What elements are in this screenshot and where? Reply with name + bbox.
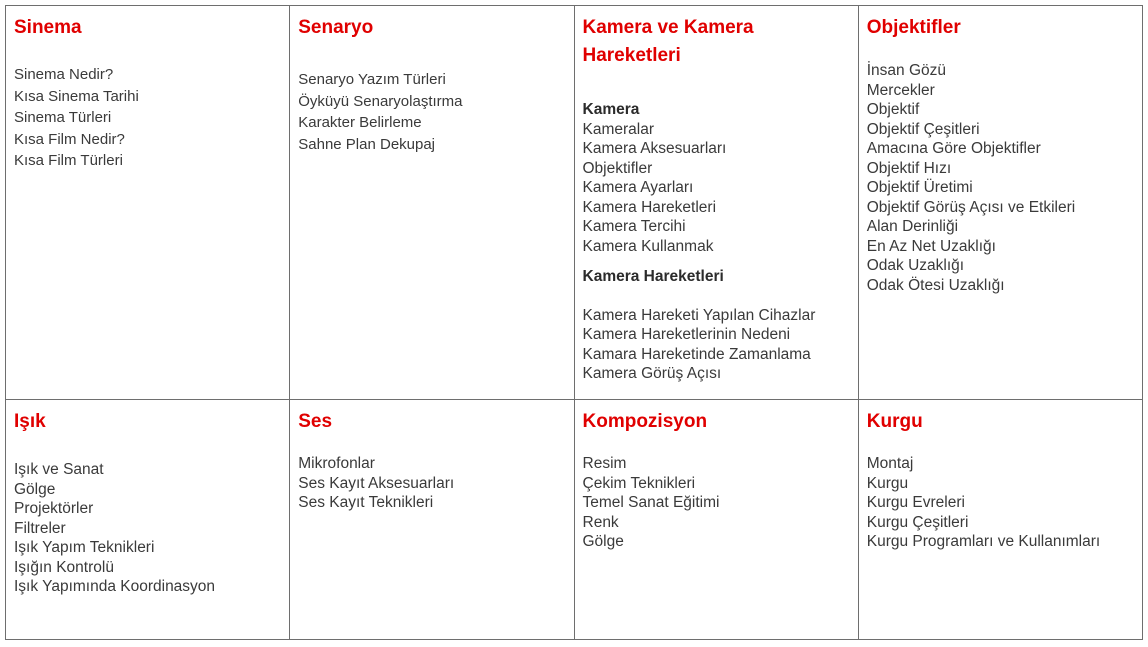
cell-title: Kurgu [866,411,923,432]
list-item: Montaj [866,455,914,472]
list-item: Kısa Film Nedir? [14,130,125,148]
list-item: Kamera Tercihi [582,218,686,235]
list-item: Sinema Türleri [14,109,112,126]
list-item: Alan Derinliği [866,218,959,235]
list-item: Işık ve Sanat [14,461,104,478]
list-item: Işık Yapım Teknikleri [14,539,155,556]
list-item: Gölge [582,533,624,550]
topic-list [298,454,565,513]
list-item: Renk [582,513,619,531]
list-item: İnsan Gözü [866,62,947,79]
list-item: Gölge [14,480,56,498]
cell-title: Senaryo [298,17,374,38]
cell-title: Işık [14,411,46,432]
list-item: Karakter Belirleme [298,114,422,131]
section-heading: Kamera Hareketleri [582,268,724,285]
list-item: Objektif Üretimi [866,179,973,196]
list-item: Çekim Teknikleri [582,474,696,492]
topic-list [583,306,850,384]
list-item: Odak Uzaklığı [866,257,965,274]
list-item: Objektifler [582,159,653,177]
topic-list [867,454,1134,552]
cell-title: Ses [298,411,333,432]
list-item: Sahne Plan Dekupaj [298,135,436,153]
list-item: Kurgu Evreleri [866,494,965,511]
list-item: Filtreler [14,519,66,537]
cell-title: Sinema [14,17,82,38]
topic-list [583,120,850,257]
cell-title: Kompozisyon [582,411,708,432]
list-item: Projektörler [14,500,94,517]
course-topics-table [5,5,1143,640]
list-item: Ses Kayıt Aksesuarları [298,474,455,492]
list-item: Objektif [866,101,920,118]
list-item: Amacına Göre Objektifler [866,140,1041,157]
section-heading: Kamera [582,101,640,118]
list-item: Kamera Hareketlerinin Nedeni [582,326,791,343]
cell-isik [6,400,290,640]
list-item: Öyküyü Senaryolaştırma [298,92,463,110]
topic-list [298,69,565,155]
list-item: Mercekler [866,81,935,99]
table-row [6,6,1143,400]
cell-senaryo [290,6,574,400]
list-item: Kurgu [866,474,909,492]
list-item: Kamera Aksesuarları [582,140,727,157]
list-item: Kurgu Çeşitleri [866,513,969,531]
list-item: Objektif Çeşitleri [866,120,980,138]
table-row [6,400,1143,640]
list-item: En Az Net Uzaklığı [866,237,996,255]
list-item: Kamera Hareketi Yapılan Cihazlar [582,306,816,324]
topic-list [867,61,1134,295]
topic-list [14,64,281,172]
cell-kamera [574,6,858,400]
list-item: Objektif Görüş Açısı ve Etkileri [866,198,1076,216]
list-item: Kurgu Programları ve Kullanımları [866,533,1101,550]
list-item: Kamera Hareketleri [582,198,717,216]
list-item: Kısa Film Türleri [14,152,123,169]
list-item: Kameralar [582,120,654,138]
cell-title: Objektifler [866,17,961,38]
list-item: Kamera Görüş Açısı [582,365,722,382]
cell-kompozisyon [574,400,858,640]
list-item: Odak Ötesi Uzaklığı [866,276,1005,294]
list-item: Ses Kayıt Teknikleri [298,494,434,511]
list-item: Sinema Nedir? [14,66,114,83]
topic-list [14,460,281,597]
list-item: Resim [582,455,627,472]
list-item: Kısa Sinema Tarihi [14,87,139,105]
list-item: Işık Yapımında Koordinasyon [14,578,216,595]
list-item: Temel Sanat Eğitimi [582,494,720,511]
topic-list [583,454,850,552]
cell-ses [290,400,574,640]
list-item: Kamera Kullanmak [582,237,714,255]
list-item: Kamara Hareketinde Zamanlama [582,345,811,363]
cell-objektifler [858,6,1142,400]
list-item: Objektif Hızı [866,159,952,177]
cell-title: Kamera ve Kamera Hareketleri [582,17,754,66]
list-item: Senaryo Yazım Türleri [298,71,446,88]
list-item: Mikrofonlar [298,455,375,472]
cell-kurgu [858,400,1142,640]
cell-sinema [6,6,290,400]
list-item: Kamera Ayarları [582,179,694,196]
list-item: Işığın Kontrolü [14,558,114,576]
